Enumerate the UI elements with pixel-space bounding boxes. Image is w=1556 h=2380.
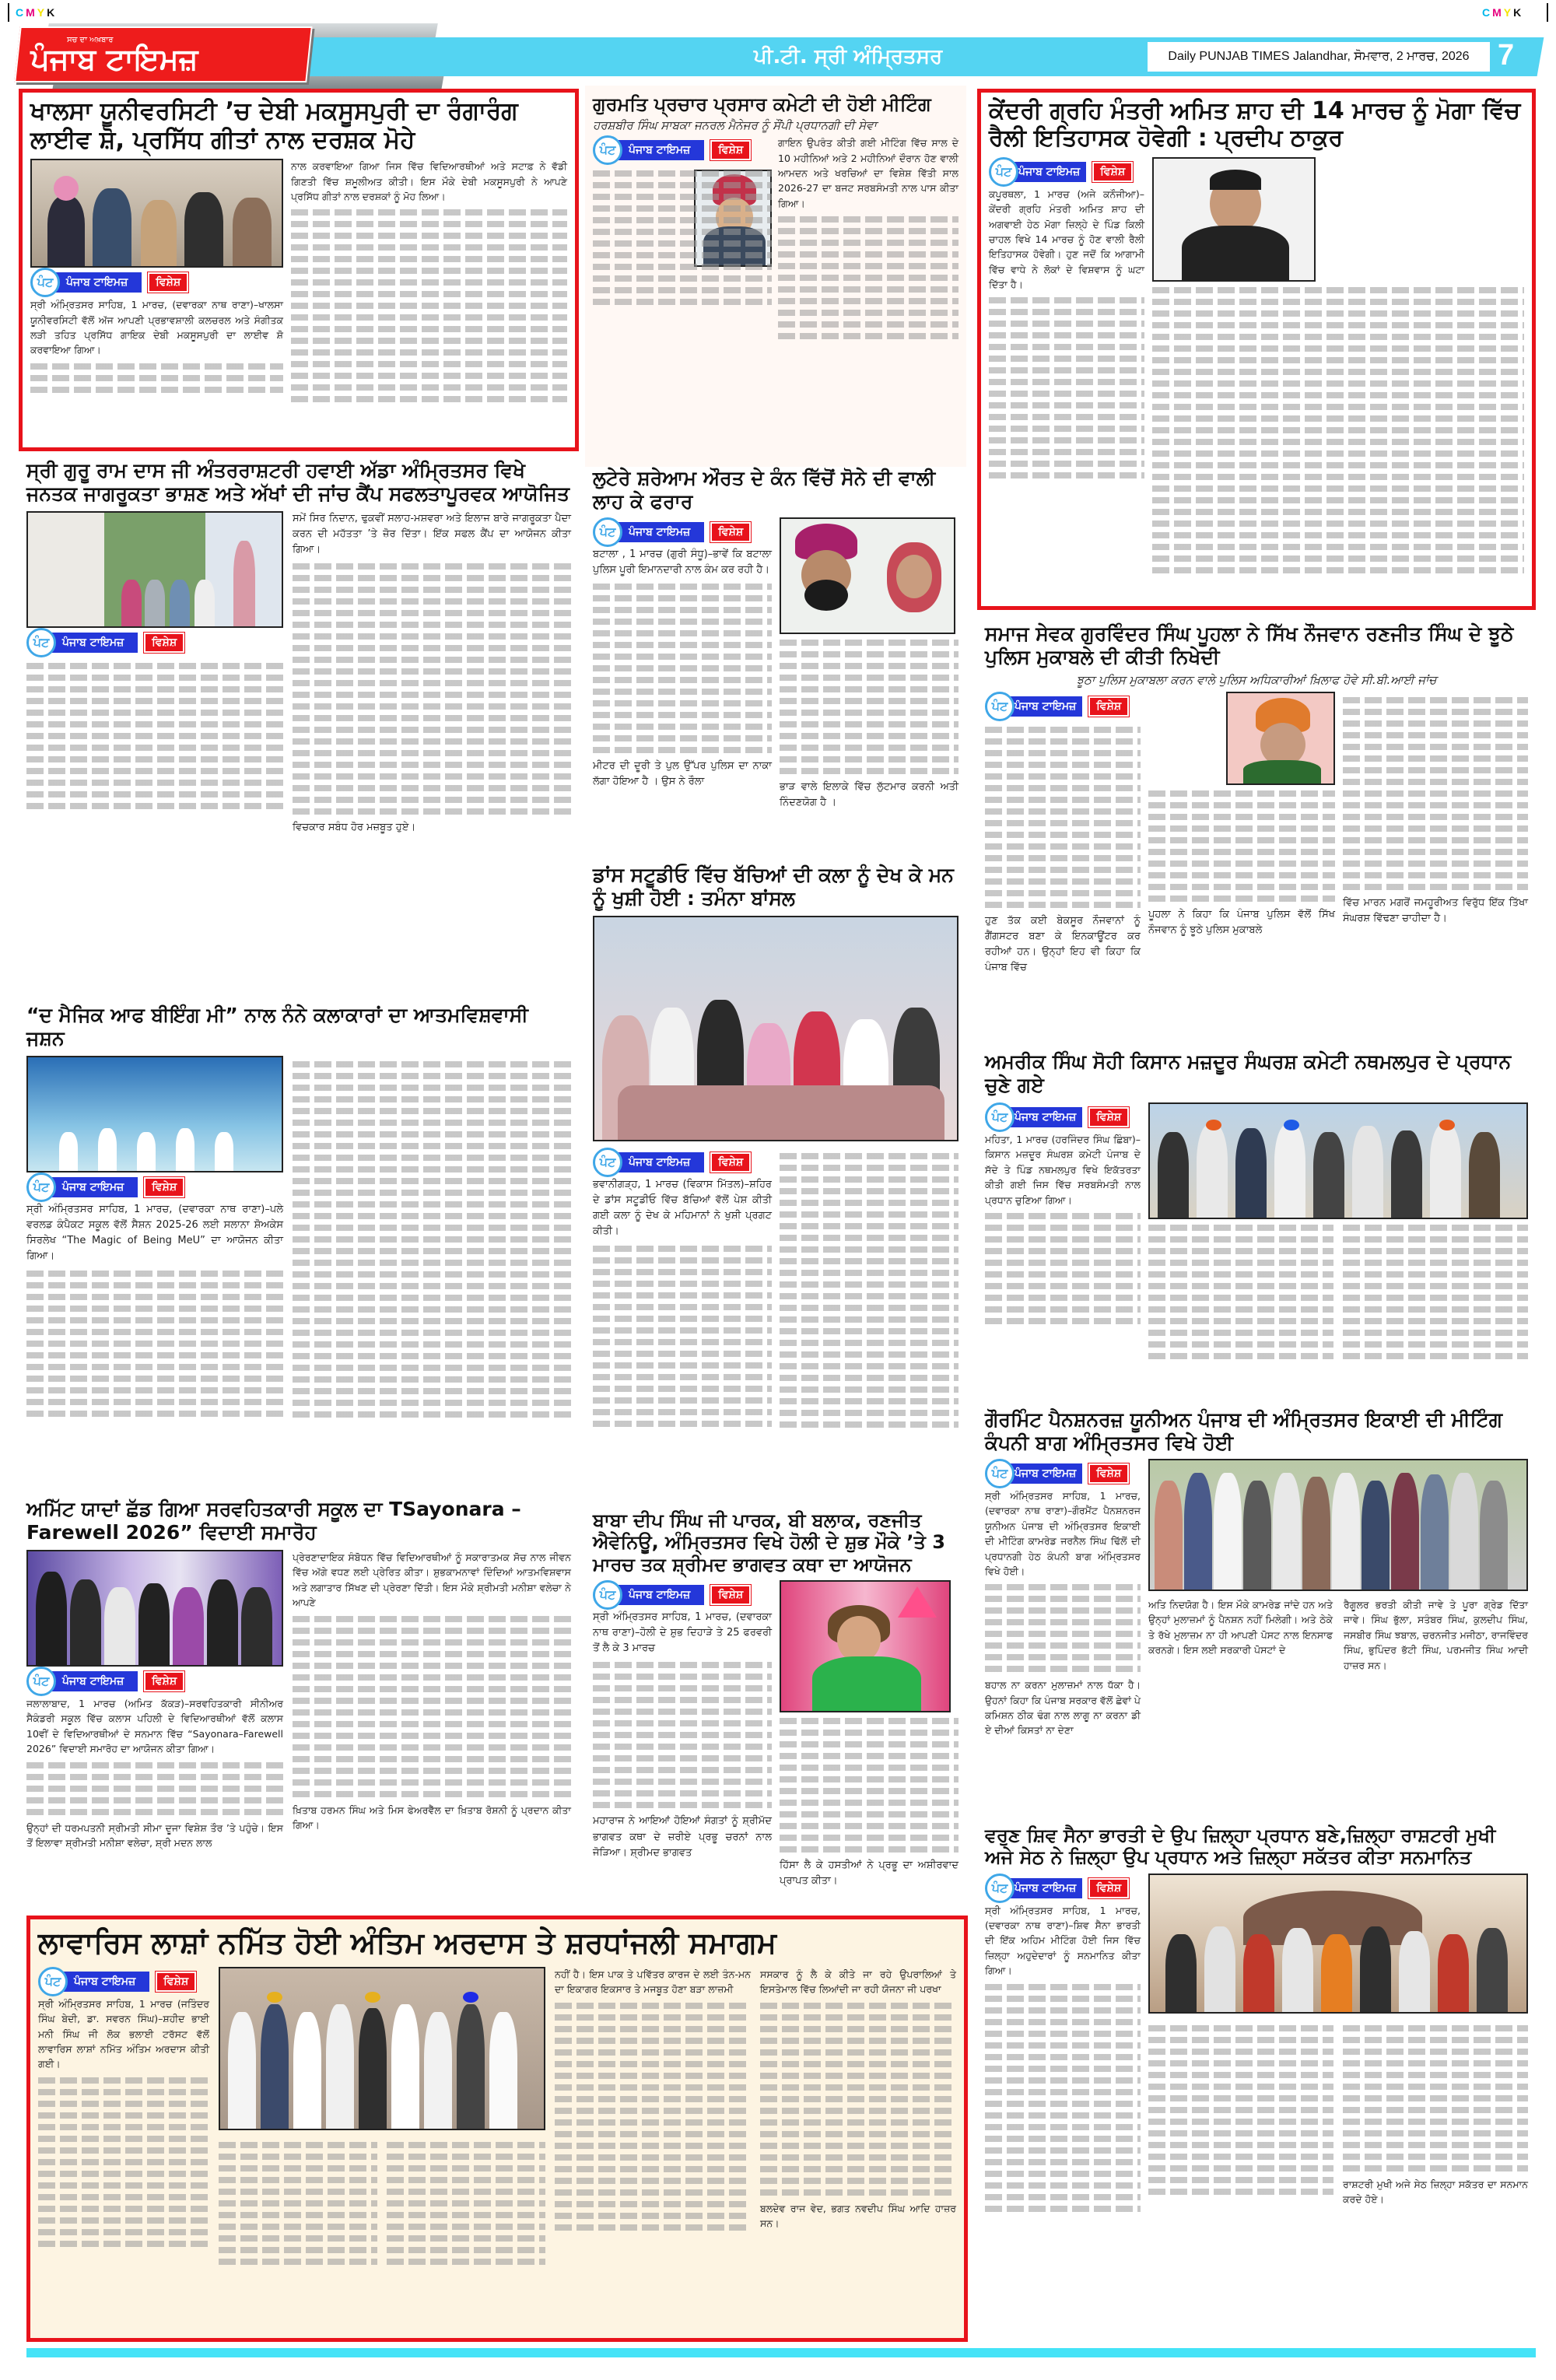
article-sayonara-farewell	[19, 1498, 579, 1930]
article-body: ਸਮੇਂ ਸਿਰ ਨਿਦਾਨ, ਢੁਕਵੀਂ ਸਲਾਹ-ਮਸ਼ਵਰਾ ਅਤੇ ਇਲਾਜ ਬਾਰੇ ਜਾਗਰੂਕਤਾ ਪੈਦਾ ਕਰਨ ਦੀ ਮਹੱਤਤਾ ’ਤੇ ਜ਼ੋਰ ਦਿੱਤਾ। ਇੱਕ ਸਫਲ ਕੈਂਪ ਦਾ ਆਯੋਜਨ ਕੀਤਾ ਗਿਆ।	[293, 513, 571, 556]
punjab-times-logo-icon: ਪੰਟ	[985, 1459, 1015, 1488]
headline[interactable]: ਗੌਰਮਿੰਟ ਪੈਨਸ਼ਨਰਜ਼ ਯੂਨੀਅਨ ਪੰਜਾਬ ਦੀ ਅੰਮ੍ਰਿਤਸਰ ਇਕਾਈ ਦੀ ਮੀਟਿੰਗ ਕੰਪਨੀ ਬਾਗ ਅੰਮ੍ਰਿਤਸਰ ਵਿਖੇ ਹੋਈ	[985, 1408, 1503, 1454]
punjab-times-badge	[26, 1177, 184, 1197]
badge-special-tag: ਵਿਸ਼ੇਸ਼	[710, 140, 751, 160]
cmyk-m: M	[1492, 6, 1504, 19]
article-body: ਸ੍ਰੀ ਅੰਮ੍ਰਿਤਸਰ ਸਾਹਿਬ, 1 ਮਾਰਚ, (ਦਵਾਰਕਾ ਨਾਥ ਰਾਣਾ)–ਗੌਰਮੈਂਟ ਪੈਨਸ਼ਨਰਜ ਯੂਨੀਅਨ ਪੰਜਾਬ ਦੀ ਅੰਮ੍ਰਿਤਸਰ ਇਕਾਈ ਦੀ ਮੀਟਿੰਗ ਕਾਮਰੇਡ ਜਰਨੈਲ ਸਿੰਘ ਢਿੱਲੋਂ ਦੀ ਪ੍ਰਧਾਨਗੀ ਹੇਠ ਕੰਪਨੀ ਬਾਗ ਅੰਮ੍ਰਿਤਸਰ ਵਿਖੇ ਹੋਈ।	[985, 1490, 1141, 1577]
badge-name: ਪੰਜਾਬ ਟਾਇਮਜ਼	[1008, 696, 1082, 717]
group-photo	[1148, 1459, 1528, 1591]
article-body: ਸ੍ਰੀ ਅੰਮ੍ਰਿਤਸਰ ਸਾਹਿਬ, 1 ਮਾਰਚ (ਜਤਿੰਦਰ ਸਿੰਘ ਬੇਦੀ, ਡਾ. ਸਵਰਨ ਸਿੰਘ)–ਸ਼ਹੀਦ ਭਾਈ ਮਨੀ ਸਿੰਘ ਜੀ ਲੋਕ ਭਲਾਈ ਟਰੱਸਟ ਵੱਲੋਂ ਲਾਵਾਰਿਸ ਲਾਸ਼ਾਂ ਨਮਿੱਤ ਅੰਤਿਮ ਅਰਦਾਸ ਕੀਤੀ ਗਈ।	[38, 1997, 209, 2070]
article-body: ਗਾਇਨ ਉਪਰੰਤ ਕੀਤੀ ਗਈ ਮੀਟਿੰਗ ਵਿੱਚ ਸਾਲ ਦੇ 10 ਮਹੀਨਿਆਂ ਅਤੇ 2 ਮਹੀਨਿਆਂ ਦੌਰਾਨ ਹੋਣ ਵਾਲੀ ਆਮਦਨ ਅਤੇ ਖਰਚਿਆਂ ਦਾ ਵਿਸ਼ੇਸ਼ ਵਿੱਤੀ ਸਾਲ 2026-27 ਦਾ ਬਜਟ ਸਰਬਸੰਮਤੀ ਨਾਲ ਪਾਸ ਕੀਤਾ ਗਿਆ।	[778, 137, 958, 209]
punjab-times-logo-icon: ਪੰਟ	[989, 157, 1018, 187]
portrait-photo	[1152, 157, 1316, 282]
logo-tagline: ਸਚ ਦਾ ਅਖ਼ਬਾਰ	[66, 35, 114, 44]
punjab-times-logo-icon: ਪੰਟ	[593, 517, 622, 547]
badge-name: ਪੰਜਾਬ ਟਾਇਮਜ਼	[54, 272, 142, 293]
article-closing: ਰਾਸ਼ਟਰੀ ਮੁਖੀ ਅਜੇ ਸੇਠ ਜ਼ਿਲ੍ਹਾ ਸਕੱਤਰ ਦਾ ਸਨਮਾਨ ਕਰਦੇ ਹੋਏ।	[1343, 2178, 1528, 2205]
punjab-times-logo-icon: ਪੰਟ	[26, 628, 56, 657]
badge-special-tag: ਵਿਸ਼ੇਸ਼	[710, 1585, 751, 1605]
cmyk-c: C	[16, 6, 26, 19]
farewell-photo	[26, 1550, 283, 1667]
punjab-times-logo-icon: ਪੰਟ	[30, 268, 60, 297]
prayer-photo	[219, 1967, 545, 2130]
article-body: ਭਵਾਨੀਗੜ੍ਹ, 1 ਮਾਰਚ (ਵਿਕਾਸ ਮਿੱਤਲ)–ਸ਼ਹਿਰ ਦੇ ਡਾਂਸ ਸਟੂਡੀਓ ਵਿੱਚ ਬੱਚਿਆਂ ਵੱਲੋਂ ਪੇਸ਼ ਕੀਤੀ ਗਈ ਕਲਾ ਨੂੰ ਦੇਖ ਕੇ ਮਹਿਮਾਨਾਂ ਨੇ ਖੁਸ਼ੀ ਪ੍ਰਗਟ ਕੀਤੀ।	[593, 1179, 772, 1238]
cmyk-y: Y	[37, 6, 47, 19]
badge-name: ਪੰਜਾਬ ਟਾਇਮਜ਼	[61, 1972, 149, 1992]
article-bhagwat-katha	[585, 1509, 966, 1930]
punjab-times-badge	[38, 1972, 196, 1992]
cmyk-y: Y	[1503, 6, 1514, 19]
article-unclaimed-bodies-prayer	[26, 1916, 968, 2342]
headline[interactable]: ਖਾਲਸਾ ਯੂਨੀਵਰਸਿਟੀ ’ਚ ਦੇਬੀ ਮਕਸੂਸਪੁਰੀ ਦਾ ਰੰਗਾਰੰਗ ਲਾਈਵ ਸ਼ੋ, ਪ੍ਰਸਿੱਧ ਗੀਤਾਂ ਨਾਲ ਦਰਸ਼ਕ ਮੋਹੇ	[30, 97, 518, 154]
badge-special-tag: ਵਿਸ਼ੇਸ਼	[1092, 162, 1133, 182]
badge-name: ਪੰਜਾਬ ਟਾਇਮਜ਼	[50, 633, 138, 653]
cmyk-mark-left	[16, 6, 57, 19]
punjab-times-logo-icon: ਪੰਟ	[593, 1580, 622, 1610]
article-col3: ਸਸਕਾਰ ਨੂੰ ਲੈ ਕੇ ਕੀਤੇ ਜਾ ਰਹੇ ਉਪਰਾਲਿਆਂ ਤੇ ਇਸਤੇਮਾਲ ਵਿੱਚ ਲਿਆਂਦੀ ਜਾ ਰਹੀ ਯੋਜਨਾ ਜੀ ਪਰਖਾ	[760, 1968, 956, 1996]
headline[interactable]: ਲਾਵਾਰਿਸ ਲਾਸ਼ਾਂ ਨਮਿੱਤ ਹੋਈ ਅੰਤਿਮ ਅਰਦਾਸ ਤੇ ਸ਼ਰਧਾਂਜਲੀ ਸਮਾਗਮ	[38, 1926, 776, 1960]
article-closing: ਬਲਦੇਵ ਰਾਜ ਵੇਦ, ਭਗਤ ਨਵਦੀਪ ਸਿੰਘ ਆਦਿ ਹਾਜ਼ਰ ਸਨ।	[760, 2202, 956, 2229]
masthead	[8, 23, 1548, 86]
subheadline: ਹਰਸ਼ਬੀਰ ਸਿੰਘ ਸਾਬਕਾ ਜਨਰਲ ਮੈਨੇਜਰ ਨੂੰ ਸੌਂਪੀ ਪ੍ਰਧਾਨਗੀ ਦੀ ਸੇਵਾ	[593, 118, 877, 133]
article-lead: ਬਟਾਲਾ , 1 ਮਾਰਚ (ਗੁਰੀ ਸੰਧੂ)–ਭਾਵੇਂ ਕਿ ਬਟਾਲਾ ਪੁਲਿਸ ਪੂਰੀ ਇਮਾਨਦਾਰੀ ਨਾਲ ਕੰਮ ਕਰ ਰਹੀ ਹੈ।	[593, 549, 772, 577]
headline[interactable]: ਵਰੁਣ ਸ਼ਿਵ ਸੈਨਾ ਭਾਰਤੀ ਦੇ ਉਪ ਜ਼ਿਲ੍ਹਾ ਪ੍ਰਧਾਨ ਬਣੇ,ਜ਼ਿਲ੍ਹਾ ਰਾਸ਼ਟਰੀ ਮੁਖੀ ਅਜੇ ਸੇਠ ਨੇ ਜ਼ਿਲ੍ਹਾ ਉਪ ਪ੍ਰਧਾਨ ਅਤੇ ਜ਼ਿਲ੍ਹਾ ਸਕੱਤਰ ਕੀਤਾ ਸਨਮਾਨਿਤ	[985, 1824, 1496, 1869]
article-body: ਸ੍ਰੀ ਅੰਮ੍ਰਿਤਸਰ ਸਾਹਿਬ, 1 ਮਾਰਚ, (ਦਵਾਰਕਾ ਨਾਥ ਰਾਣਾ)–ਹੋਲੀ ਦੇ ਸ਼ੁਭ ਦਿਹਾੜੇ ਤੇ 25 ਫਰਵਰੀ ਤੋਂ ਲੈ ਕੇ 3 ਮਾਰਚ	[593, 1611, 772, 1655]
headline[interactable]: ਬਾਬਾ ਦੀਪ ਸਿੰਘ ਜੀ ਪਾਰਕ, ਬੀ ਬਲਾਕ, ਰਣਜੀਤ ਐਵੇਨਿਊ, ਅੰਮ੍ਰਿਤਸਰ ਵਿਖੇ ਹੋਲੀ ਦੇ ਸ਼ੁਭ ਮੌਕੇ ’ਤੇ 3 ਮਾਰਚ ਤਕ ਸ਼੍ਰੀਮਦ ਭਾਗਵਤ ਕਥਾ ਦਾ ਆਯੋਜਨ	[593, 1509, 945, 1576]
section-title: ਪੀ.ਟੀ. ਸ੍ਰੀ ਅੰਮ੍ਰਿਤਸਰ	[753, 45, 943, 68]
headline[interactable]: ਸ੍ਰੀ ਗੁਰੂ ਰਾਮ ਦਾਸ ਜੀ ਅੰਤਰਰਾਸ਼ਟਰੀ ਹਵਾਈ ਅੱਡਾ ਅੰਮ੍ਰਿਤਸਰ ਵਿਖੇ ਜਨਤਕ ਜਾਗਰੂਕਤਾ ਭਾਸ਼ਣ ਅਤੇ ਅੱਖਾਂ ਦੀ ਜਾਂਚ ਕੈਂਪ ਸਫਲਤਾਪੂਰਵਕ ਆਯੋਜਿਤ	[26, 459, 570, 505]
article-photo	[30, 159, 283, 268]
article-body: ਸ੍ਰੀ ਅੰਮ੍ਰਿਤਸਰ ਸਾਹਿਬ, 1 ਮਾਰਚ, (ਦਵਾਰਕਾ ਨਾਥ ਰਾਣਾ)–ਸ਼ਿਵ ਸੈਨਾ ਭਾਰਤੀ ਦੀ ਇੱਕ ਅਹਿਮ ਮੀਟਿੰਗ ਹੋਈ ਜਿਸ ਵਿੱਚ ਜ਼ਿਲ੍ਹਾ ਅਹੁਦੇਦਾਰਾਂ ਨੂੰ ਸਨਮਾਨਿਤ ਕੀਤਾ ਗਿਆ।	[985, 1904, 1141, 1977]
badge-name: ਪੰਜਾਬ ਟਾਇਮਜ਼	[1008, 1107, 1082, 1127]
article-photo	[26, 511, 283, 628]
badge-name: ਪੰਜਾਬ ਟਾਇਮਜ਼	[616, 140, 704, 160]
headline[interactable]: “ਦ ਮੈਜਿਕ ਆਫ ਬੀਇੰਗ ਮੀ” ਨਾਲ ਨੰਨੇ ਕਲਾਕਾਰਾਂ ਦਾ ਆਤਮਵਿਸ਼ਵਾਸੀ ਜਸ਼ਨ	[26, 1004, 528, 1050]
group-photo	[1148, 1874, 1528, 2014]
logo-title: ਪੰਜਾਬ ਟਾਇਮਜ਼	[30, 41, 198, 76]
article-closing: ਹਿੱਸਾ ਲੈ ਕੇ ਹਸਤੀਆਂ ਨੇ ਪ੍ਰਭੂ ਦਾ ਅਸ਼ੀਰਵਾਦ ਪ੍ਰਾਪਤ ਕੀਤਾ।	[780, 1859, 958, 1888]
article-col2: ਪ੍ਰੇਰਣਾਦਾਇਕ ਸੰਬੋਧਨ ਵਿੱਚ ਵਿਦਿਆਰਥੀਆਂ ਨੂੰ ਸਕਾਰਾਤਮਕ ਸੋਚ ਨਾਲ ਜੀਵਨ ਵਿੱਚ ਅੱਗੇ ਵਧਣ ਲਈ ਪ੍ਰੇਰਿਤ ਕੀਤਾ। ਸ਼ੁਭਕਾਮਨਾਵਾਂ ਦਿੰਦਿਆਂ ਆਤਮਵਿਸ਼ਵਾਸ ਅਤੇ ਲਗਾਤਾਰ ਸਿੱਖਣ ਦੀ ਪ੍ਰੇਰਣਾ ਦਿੱਤੀ। ਇਸ ਮੌਕੇ ਸ਼੍ਰੀਮਤੀ ਮਨੀਸ਼ਾ ਵਲੇਚਾ ਨੇ ਆਪਣੇ	[293, 1551, 571, 1609]
badge-special-tag: ਵਿਸ਼ੇਸ਼	[144, 633, 184, 653]
badge-special-tag: ਵਿਸ਼ੇਸ਼	[156, 1972, 196, 1992]
cmyk-m: M	[26, 6, 37, 19]
punjab-times-badge	[985, 1878, 1129, 1898]
punjab-times-badge	[989, 162, 1133, 182]
article-khalsa-university	[19, 89, 579, 451]
cmyk-k: K	[47, 6, 58, 19]
badge-name: ਪੰਜਾਬ ਟਾਇਮਜ਼	[1012, 162, 1086, 182]
article-body: ਹੁਣ ਤੱਕ ਕਈ ਬੇਕਸੂਰ ਨੌਜਵਾਨਾਂ ਨੂੰ ਗੈਂਗਸਟਰ ਬਣਾ ਕੇ ਇਨਕਾਊਂਟਰ ਕਰ ਰਹੀਆਂ ਹਨ। ਉਨ੍ਹਾਂ ਇਹ ਵੀ ਕਿਹਾ ਕਿ ਪੰਜਾਬ ਵਿੱਚ	[985, 915, 1141, 974]
registration-mark-right	[1547, 3, 1548, 22]
article-amit-shah-rally	[977, 89, 1536, 610]
footer-band	[26, 2348, 1536, 2357]
article-amrik-singh	[977, 1050, 1536, 1400]
headline[interactable]: ਅਮਰੀਕ ਸਿੰਘ ਸੋਹੀ ਕਿਸਾਨ ਮਜ਼ਦੂਰ ਸੰਘਰਸ਼ ਕਮੇਟੀ ਨਥਮਲਪੁਰ ਦੇ ਪ੍ਰਧਾਨ ਚੁਣੇ ਗਏ	[985, 1050, 1512, 1096]
article-airport-eye-camp	[19, 459, 579, 988]
article-closing: ਭਾੜ ਵਾਲੇ ਇਲਾਕੇ ਵਿੱਚ ਲੁੱਟਮਾਰ ਕਰਨੀ ਅਤੀ ਨਿੰਦਣਯੋਗ ਹੈ ।	[780, 781, 958, 809]
article-body: ਮਹਿਤਾ, 1 ਮਾਰਚ (ਹਰਜਿੰਦਰ ਸਿੰਘ ਛਿੰਬਾ)–ਕਿਸਾਨ ਮਜ਼ਦੂਰ ਸੰਘਰਸ਼ ਕਮੇਟੀ ਪੰਜਾਬ ਦੇ ਸੱਦੇ ਤੇ ਪਿੰਡ ਨਥਮਲਪੁਰ ਵਿਖੇ ਇਕੱਤਰਤਾ ਕੀਤੀ ਗਈ ਜਿਸ ਵਿੱਚ ਸਰਬਸੰਮਤੀ ਨਾਲ ਪ੍ਰਧਾਨ ਚੁਣਿਆ ਗਿਆ।	[985, 1134, 1141, 1206]
article-col3: ਖ਼ਿਤਾਬ ਹਰਮਨ ਸਿੰਘ ਅਤੇ ਮਿਸ ਫੇਅਰਵੈੱਲ ਦਾ ਖ਼ਿਤਾਬ ਰੋਸ਼ਨੀ ਨੂੰ ਪ੍ਰਦਾਨ ਕੀਤਾ ਗਿਆ।	[293, 1803, 571, 1831]
article-col2: ਨਹੀਂ ਹੈ। ਇਸ ਪਾਕ ਤੇ ਪਵਿੱਤਰ ਕਾਰਜ ਦੇ ਲਈ ਤੰਨ-ਮਨ ਦਾ ਇਕਾਗਰ ਇਕਸਾਰ ਤੇ ਮਜਬੂਤ ਹੋਣਾ ਬੜਾ ਲਾਜ਼ਮੀ	[555, 1968, 751, 1996]
article-body: ਨਾਲ ਕਰਵਾਇਆ ਗਿਆ ਜਿਸ ਵਿੱਚ ਵਿਦਿਆਰਥੀਆਂ ਅਤੇ ਸਟਾਫ਼ ਨੇ ਵੱਡੀ ਗਿਣਤੀ ਵਿੱਚ ਸ਼ਮੂਲੀਅਤ ਕੀਤੀ। ਇਸ ਮੌਕੇ ਦੇਬੀ ਮਕਸੂਸਪੁਰੀ ਨੇ ਆਪਣੇ ਪ੍ਰਸਿੱਧ ਗੀਤਾਂ ਨਾਲ ਦਰਸ਼ਕਾਂ ਨੂੰ ਮੋਹ ਲਿਆ।	[291, 160, 567, 202]
headline[interactable]: ਸਮਾਜ ਸੇਵਕ ਗੁਰਵਿੰਦਰ ਸਿੰਘ ਪੂਹਲਾ ਨੇ ਸਿੱਖ ਨੌਜਵਾਨ ਰਣਜੀਤ ਸਿੰਘ ਦੇ ਝੂਠੇ ਪੁਲਿਸ ਮੁਕਾਬਲੇ ਦੀ ਕੀਤੀ ਨਿਖੇਦੀ	[985, 622, 1514, 668]
group-photo	[1148, 1102, 1528, 1219]
article-photo	[780, 517, 955, 634]
article-shiv-sena-bharti	[977, 1824, 1536, 2307]
punjab-times-badge	[593, 1152, 751, 1172]
badge-special-tag: ਵਿਸ਼ੇਸ਼	[710, 1152, 751, 1172]
badge-name: ਪੰਜਾਬ ਟਾਇਮਜ਼	[50, 1671, 138, 1691]
headline[interactable]: ਗੁਰਮਤਿ ਪ੍ਰਚਾਰ ਪ੍ਰਸਾਰ ਕਮੇਟੀ ਦੀ ਹੋਈ ਮੀਟਿੰਗ	[593, 93, 931, 115]
badge-name: ਪੰਜਾਬ ਟਾਇਮਜ਼	[1008, 1463, 1082, 1484]
badge-name: ਪੰਜਾਬ ਟਾਇਮਜ਼	[50, 1177, 138, 1197]
subheadline: ਝੂਠਾ ਪੁਲਿਸ ਮੁਕਾਬਲਾ ਕਰਨ ਵਾਲੇ ਪੁਲਿਸ ਅਧਿਕਾਰੀਆਂ ਖ਼ਿਲਾਫ ਹੋਵੇ ਸੀ.ਬੀ.ਆਈ ਜਾਂਚ	[1076, 673, 1437, 687]
punjab-times-logo-icon: ਪੰਟ	[26, 1172, 56, 1202]
article-closing: ਵਿਚਕਾਰ ਸਬੰਧ ਹੋਰ ਮਜ਼ਬੂਤ ਹੁਏ।	[293, 822, 416, 834]
cmyk-mark-right	[1482, 6, 1523, 19]
registration-mark-left	[8, 3, 9, 22]
badge-special-tag: ਵਿਸ਼ੇਸ਼	[148, 272, 188, 293]
stage-photo	[26, 1056, 283, 1172]
punjab-times-logo-icon: ਪੰਟ	[985, 692, 1015, 721]
badge-name: ਪੰਜਾਬ ਟਾਇਮਜ਼	[1008, 1878, 1082, 1898]
article-col2: ਅਤਿ ਨਿਦਯੋਗ ਹੈ। ਇਸ ਮੌਕੇ ਕਾਮਰੇਡ ਜਾਂਦੇ ਹਨ ਅਤੇ ਉਨ੍ਹਾਂ ਮੁਲਾਜ਼ਮਾਂ ਨੂੰ ਪੈਨਸ਼ਨ ਨਹੀਂ ਮਿਲੇਗੀ। ਅਤੇ ਠੇਕੇ ਤੇ ਰੱਖੇ ਮੁਲਾਜ਼ਮ ਨਾ ਹੀ ਆਪਣੀ ਪੋਸਟ ਨਾਲ ਇਨਸਾਫ ਕਰਨਗੇ। ਇਸ ਲਈ ਸਰਕਾਰੀ ਪੋਸਟਾਂ ਦੇ	[1148, 1599, 1333, 1656]
article-col3: ਰੈਗੂਲਰ ਭਰਤੀ ਕੀਤੀ ਜਾਵੇ ਤੇ ਪੂਰਾ ਗ੍ਰੇਡ ਦਿੱਤਾ ਜਾਵੇ। ਸਿੰਘ ਭੁੱਲਾ, ਸਤੰਬਰ ਸਿੰਘ, ਕੁਲਦੀਪ ਸਿੰਘ, ਜਸਬੀਰ ਸਿੰਘ ਝਬਾਲ, ਚਰਨਜੀਤ ਮਜੀਠਾ, ਰਾਜਵਿੰਦਰ ਸਿੰਘ, ਭੁਪਿੰਦਰ ਭੱਟੀ ਸਿੰਘ, ਪਰਮਜੀਤ ਸਿੰਘ ਆਦੀ ਹਾਜ਼ਰ ਸਨ।	[1344, 1599, 1528, 1671]
article-magic-of-being-me	[19, 1004, 579, 1486]
punjab-times-badge	[593, 1585, 751, 1605]
punjab-times-badge	[26, 1671, 184, 1691]
punjab-times-badge	[593, 140, 751, 160]
article-col2: ਮਹਾਰਾਜ ਨੇ ਆਇਆਂ ਹੋਇਆਂ ਸੰਗਤਾਂ ਨੂੰ ਸ਼੍ਰੀਮੱਦ ਭਾਗਵਤ ਕਥਾ ਦੇ ਜ਼ਰੀਏ ਪ੍ਰਭੂ ਚਰਨਾਂ ਨਾਲ ਜੋੜਿਆ। ਸ਼੍ਰੀਮਦ ਭਾਗਵਤ	[593, 1815, 772, 1859]
badge-special-tag: ਵਿਸ਼ੇਸ਼	[1088, 696, 1129, 717]
article-body: ਸ੍ਰੀ ਅੰਮ੍ਰਿਤਸਰ ਸਾਹਿਬ, 1 ਮਾਰਚ, (ਦਵਾਰਕਾ ਨਾਥ ਰਾਣਾ)–ਪਲੇ ਵਰਲਡ ਕੰਪੈਕਟ ਸਕੂਲ ਵੱਲੋਂ ਸੈਸ਼ਨ 2025-26 ਲਈ ਸਲਾਨਾ ਸ਼ੋਅਕੇਸ ਸਿਰਲੇਖ “The Magic of Being MeU” ਦਾ ਆਯੋਜਨ ਕੀਤਾ ਗਿਆ।	[26, 1204, 283, 1263]
punjab-times-badge	[593, 522, 751, 542]
portrait-photo	[1226, 692, 1335, 785]
group-photo	[593, 916, 958, 1141]
punjab-times-logo-icon: ਪੰਟ	[985, 1102, 1015, 1132]
badge-name: ਪੰਜਾਬ ਟਾਇਮਜ਼	[616, 1152, 704, 1172]
article-body: ਕਪੂਰਥਲਾ, 1 ਮਾਰਚ (ਅਜੇ ਕਨੌਜੀਆ)–ਕੇਂਦਰੀ ਗ੍ਰਹਿ ਮੰਤਰੀ ਅਮਿਤ ਸ਼ਾਹ ਦੀ ਅਗਵਾਈ ਹੇਠ ਮੋਗਾ ਜ਼ਿਲ੍ਹੇ ਦੇ ਪਿੰਡ ਕਿਲੀ ਚਾਹਲ ਵਿਖੇ 14 ਮਾਰਚ ਨੂੰ ਹੋਣ ਵਾਲੀ ਰੈਲੀ ਇਤਿਹਾਸਕ ਹੋਵੇਗੀ। ਹੁਣ ਜਦੋਂ ਕਿ ਆਗਾਮੀ ਵਿੱਚ ਵਾਧੇ ਨੇ ਲੋਕਾਂ ਦੇ ਵਿਸ਼ਵਾਸ ਨੂੰ ਘਟਾ ਦਿੱਤਾ ਹੈ।	[989, 188, 1144, 291]
punjab-times-logo-icon: ਪੰਟ	[593, 1148, 622, 1177]
headline[interactable]: ਅਮਿੱਟ ਯਾਦਾਂ ਛੱਡ ਗਿਆ ਸਰਵਹਿਤਕਾਰੀ ਸਕੂਲ ਦਾ TSayonara – Farewell 2026” ਵਿਦਾਈ ਸਮਾਰੋਹ	[26, 1498, 521, 1544]
badge-special-tag: ਵਿਸ਼ੇਸ਼	[710, 522, 751, 542]
badge-name: ਪੰਜਾਬ ਟਾਇਮਜ਼	[616, 1585, 704, 1605]
page-number: 7	[1498, 39, 1515, 72]
punjab-times-logo-icon: ਪੰਟ	[985, 1874, 1015, 1903]
badge-special-tag: ਵਿਸ਼ੇਸ਼	[1088, 1107, 1129, 1127]
punjab-times-badge	[985, 1107, 1129, 1127]
article-robbers-earring	[585, 467, 966, 856]
newspaper-logo[interactable]	[14, 26, 313, 82]
badge-special-tag: ਵਿਸ਼ੇਸ਼	[144, 1177, 184, 1197]
badge-special-tag: ਵਿਸ਼ੇਸ਼	[144, 1671, 184, 1691]
punjab-times-logo-icon: ਪੰਟ	[593, 135, 622, 165]
article-pensioners-union	[977, 1408, 1536, 1817]
badge-special-tag: ਵਿਸ਼ੇਸ਼	[1088, 1463, 1129, 1484]
article-body: ਜਲਾਲਾਬਾਦ, 1 ਮਾਰਚ (ਅਮਿਤ ਕੱਕੜ)–ਸਰਵਹਿਤਕਾਰੀ ਸੀਨੀਅਰ ਸੈਕੰਡਰੀ ਸਕੂਲ ਵਿੱਚ ਕਲਾਸ ਪਹਿਲੀ ਦੇ ਵਿਦਿਆਰਥੀਆਂ ਵੱਲੋਂ ਕਲਾਸ 10ਵੀਂ ਦੇ ਵਿਦਿਆਰਥੀਆਂ ਦੇ ਸਨਮਾਨ ਵਿੱਚ “Sayonara–Farewell 2026” ਵਿਦਾਈ ਸਮਾਰੋਹ ਦਾ ਆਯੋਜਨ ਕੀਤਾ ਗਿਆ।	[26, 1698, 283, 1755]
article-col3: ਵਿੱਚ ਮਾਰਨ ਮਗਰੋਂ ਜਮਹੂਰੀਅਤ ਵਿਰੁੱਧ ਇੱਕ ਤਿੱਖਾ ਸੰਘਰਸ਼ ਵਿੱਢਣਾ ਚਾਹੀਦਾ ਹੈ।	[1343, 897, 1528, 925]
badge-special-tag: ਵਿਸ਼ੇਸ਼	[1088, 1878, 1129, 1898]
headline[interactable]: ਕੇਂਦਰੀ ਗ੍ਰਹਿ ਮੰਤਰੀ ਅਮਿਤ ਸ਼ਾਹ ਦੀ 14 ਮਾਰਚ ਨੂੰ ਮੋਗਾ ਵਿੱਚ ਰੈਲੀ ਇਤਿਹਾਸਕ ਹੋਵੇਗੀ : ਪ੍ਰਦੀਪ ਠਾਕੁਰ	[989, 97, 1521, 152]
article-col2: ਪੂਹਲਾ ਨੇ ਕਿਹਾ ਕਿ ਪੰਜਾਬ ਪੁਲਿਸ ਵੱਲੋਂ ਸਿੱਖ ਨੌਜਵਾਨ ਨੂੰ ਝੂਠੇ ਪੁਲਿਸ ਮੁਕਾਬਲੇ	[1148, 909, 1335, 937]
punjab-times-badge	[985, 1463, 1129, 1484]
punjab-times-logo-icon: ਪੰਟ	[38, 1967, 68, 1996]
cmyk-k: K	[1513, 6, 1524, 19]
article-body: ਮੀਟਰ ਦੀ ਦੂਰੀ ਤੇ ਪੁਲ ਉੱਪਰ ਪੁਲਿਸ ਦਾ ਨਾਕਾ ਲੱਗਾ ਹੋਇਆ ਹੈ । ਉਸ ਨੇ ਰੌਲਾ	[593, 760, 772, 788]
article-col1-end: ਬਹਾਲ ਨਾ ਕਰਨਾ ਮੁਲਾਜ਼ਮਾਂ ਨਾਲ ਧੱਕਾ ਹੈ। ਉਹਨਾਂ ਕਿਹਾ ਕਿ ਪੰਜਾਬ ਸਰਕਾਰ ਵੱਲੋਂ ਛੇਵਾਂ ਪੇ ਕਮਿਸ਼ਨ ਠੀਕ ਢੰਗ ਨਾਲ ਲਾਗੂ ਨਾ ਕਰਨਾ ਡੀ ਏ ਦੀਆਂ ਕਿਸਤਾਂ ਨਾ ਦੇਣਾ	[985, 1679, 1141, 1737]
punjab-times-badge	[985, 696, 1129, 717]
punjab-times-badge	[26, 633, 184, 653]
dateline: Daily PUNJAB TIMES Jalandhar, ਸੋਮਵਾਰ, 2 ਮਾਰਚ, 2026	[1148, 42, 1490, 72]
punjab-times-logo-icon: ਪੰਟ	[26, 1667, 56, 1696]
badge-name: ਪੰਜਾਬ ਟਾਇਮਜ਼	[616, 522, 704, 542]
cmyk-c: C	[1482, 6, 1493, 19]
article-gurmat-committee	[585, 86, 966, 467]
article-dance-studio	[585, 864, 966, 1502]
article-lead: ਸ੍ਰੀ ਅੰਮ੍ਰਿਤਸਰ ਸਾਹਿਬ, 1 ਮਾਰਚ, (ਦਵਾਰਕਾ ਨਾਥ ਰਾਣਾ)–ਖਾਲਸਾ ਯੂਨੀਵਰਸਿਟੀ ਵੱਲੋਂ ਅੱਜ ਆਪਣੀ ਪ੍ਰਭਾਵਸ਼ਾਲੀ ਕਲਚਰਲ ਅਤੇ ਸੰਗੀਤਕ ਲੜੀ ਤਹਿਤ ਪ੍ਰਸਿੱਧ ਗਾਇਕ ਦੇਬੀ ਮਕਸੂਸਪੁਰੀ ਦਾ ਲਾਈਵ ਸ਼ੋ ਕਰਵਾਇਆ ਗਿਆ।	[30, 299, 283, 356]
article-fake-encounter	[977, 622, 1536, 1011]
article-col1-end: ਉਨ੍ਹਾਂ ਦੀ ਧਰਮਪਤਨੀ ਸ੍ਰੀਮਤੀ ਸੀਮਾ ਦੂਜਾ ਵਿਸ਼ੇਸ਼ ਤੌਰ ’ਤੇ ਪਹੁੰਚੇ। ਇਸ ਤੋਂ ਇਲਾਵਾ ਸ਼੍ਰੀਮਤੀ ਮਨੀਸ਼ਾ ਵਲੇਚਾ, ਸ਼੍ਰੀ ਮਦਨ ਲਾਲ	[26, 1821, 283, 1849]
headline[interactable]: ਡਾਂਸ ਸਟੂਡੀਓ ਵਿੱਚ ਬੱਚਿਆਂ ਦੀ ਕਲਾ ਨੂੰ ਦੇਖ ਕੇ ਮਨ ਨੂੰ ਖੁਸ਼ੀ ਹੋਈ : ਤਮੰਨਾ ਬਾਂਸਲ	[593, 864, 954, 910]
preacher-photo	[780, 1580, 951, 1712]
headline[interactable]: ਲੁਟੇਰੇ ਸ਼ਰੇਆਮ ਔਰਤ ਦੇ ਕੰਨ ਵਿੱਚੋਂ ਸੋਨੇ ਦੀ ਵਾਲੀ ਲਾਹ ਕੇ ਫਰਾਰ	[593, 467, 936, 513]
punjab-times-badge	[30, 272, 188, 293]
